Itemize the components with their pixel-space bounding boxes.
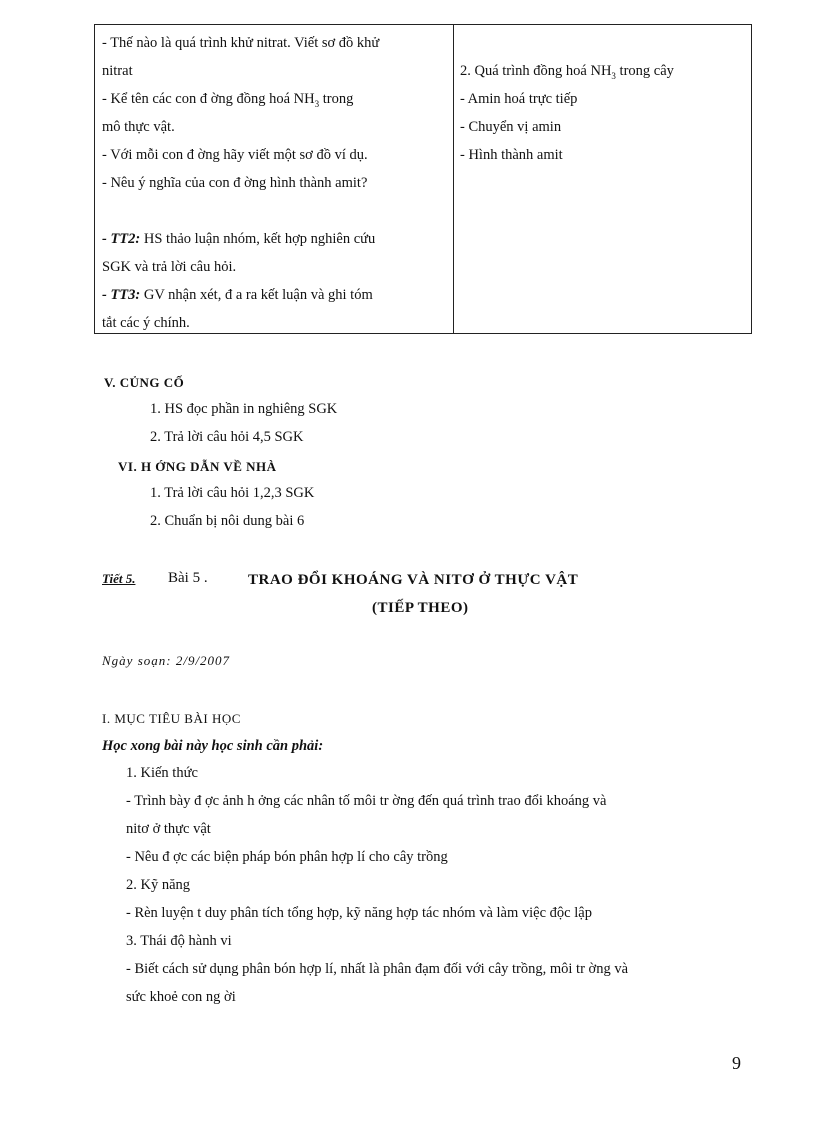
objective-line: sức khoẻ con ng ời — [126, 989, 236, 1005]
objective-line: - Trình bày đ ợc ảnh h ởng các nhân tố môi tr ờng đến quá trình trao đổi khoáng và — [126, 793, 607, 809]
table-left-line: nitrat — [102, 63, 133, 79]
table-right-line: - Chuyển vị amin — [460, 119, 562, 135]
table-left-line: tắt các ý chính. — [102, 315, 190, 331]
section-heading: I. MỤC TIÊU BÀI HỌC — [102, 711, 241, 726]
list-item: 1. HS đọc phần in nghiêng SGK — [150, 401, 338, 417]
objective-line: 3. Thái độ hành vi — [126, 933, 232, 949]
table-right-line: 2. Quá trình đồng hoá $NH_3$ trong cây — [460, 63, 674, 81]
table-left-line: - TT2: HS thảo luận nhóm, kết hợp nghiên cứu — [102, 231, 376, 247]
lesson-number: Bài 5 . — [168, 570, 208, 586]
section-heading: VI. H ỚNG DẪN VỀ NHÀ — [118, 459, 277, 474]
prepared-date: Ngày soạn: 2/9/2007 — [102, 653, 231, 668]
table-left-line: SGK và trả lời câu hỏi. — [102, 259, 237, 275]
table-left-line: mô thực vật. — [102, 119, 175, 135]
objective-line: - Nêu đ ợc các biện pháp bón phân hợp lí cho cây trồng — [126, 849, 448, 865]
step-label: - TT2: — [102, 231, 141, 247]
section-heading: V. CỦNG CỐ — [104, 375, 185, 390]
list-item: 1. Trả lời câu hỏi 1,2,3 SGK — [150, 485, 315, 501]
lesson-subtitle: (TIẾP THEO) — [372, 600, 469, 616]
period-label: Tiết 5. — [102, 571, 136, 586]
list-item: 2. Trả lời câu hỏi 4,5 SGK — [150, 429, 304, 445]
table-left-line: - Nêu ý nghĩa của con đ ờng hình thành amit? — [102, 175, 368, 191]
step-label: - TT3: — [102, 287, 141, 303]
page-number: 9 — [732, 1053, 741, 1073]
objective-line: - Rèn luyện t duy phân tích tổng hợp, kỹ năng hợp tác nhóm và làm việc độc lập — [126, 905, 592, 921]
lesson-title: TRAO ĐỔI KHOÁNG VÀ NITƠ Ở THỰC VẬT — [248, 572, 579, 588]
objective-line: 1. Kiến thức — [126, 765, 198, 781]
table-left-line: - Kể tên các con đ ờng đồng hoá $NH_3$ trong — [102, 91, 354, 109]
objectives-intro: Học xong bài này học sinh cần phải: — [102, 738, 324, 754]
table-right-line: - Amin hoá trực tiếp — [460, 91, 578, 107]
objective-line: 2. Kỹ năng — [126, 877, 191, 893]
table-left-line: - Thế nào là quá trình khử nitrat. Viết sơ đồ khử — [102, 35, 380, 51]
objective-line: nitơ ở thực vật — [126, 821, 211, 837]
table-right-line: - Hình thành amit — [460, 147, 563, 163]
list-item: 2. Chuẩn bị nôi dung bài 6 — [150, 513, 305, 529]
table-left-line: - TT3: GV nhận xét, đ a ra kết luận và ghi tóm — [102, 287, 373, 303]
objective-line: - Biết cách sử dụng phân bón hợp lí, nhất là phân đạm đối với cây trồng, môi tr ờng và — [126, 961, 629, 977]
table-left-line: - Với mỗi con đ ờng hãy viết một sơ đồ ví dụ. — [102, 147, 368, 163]
